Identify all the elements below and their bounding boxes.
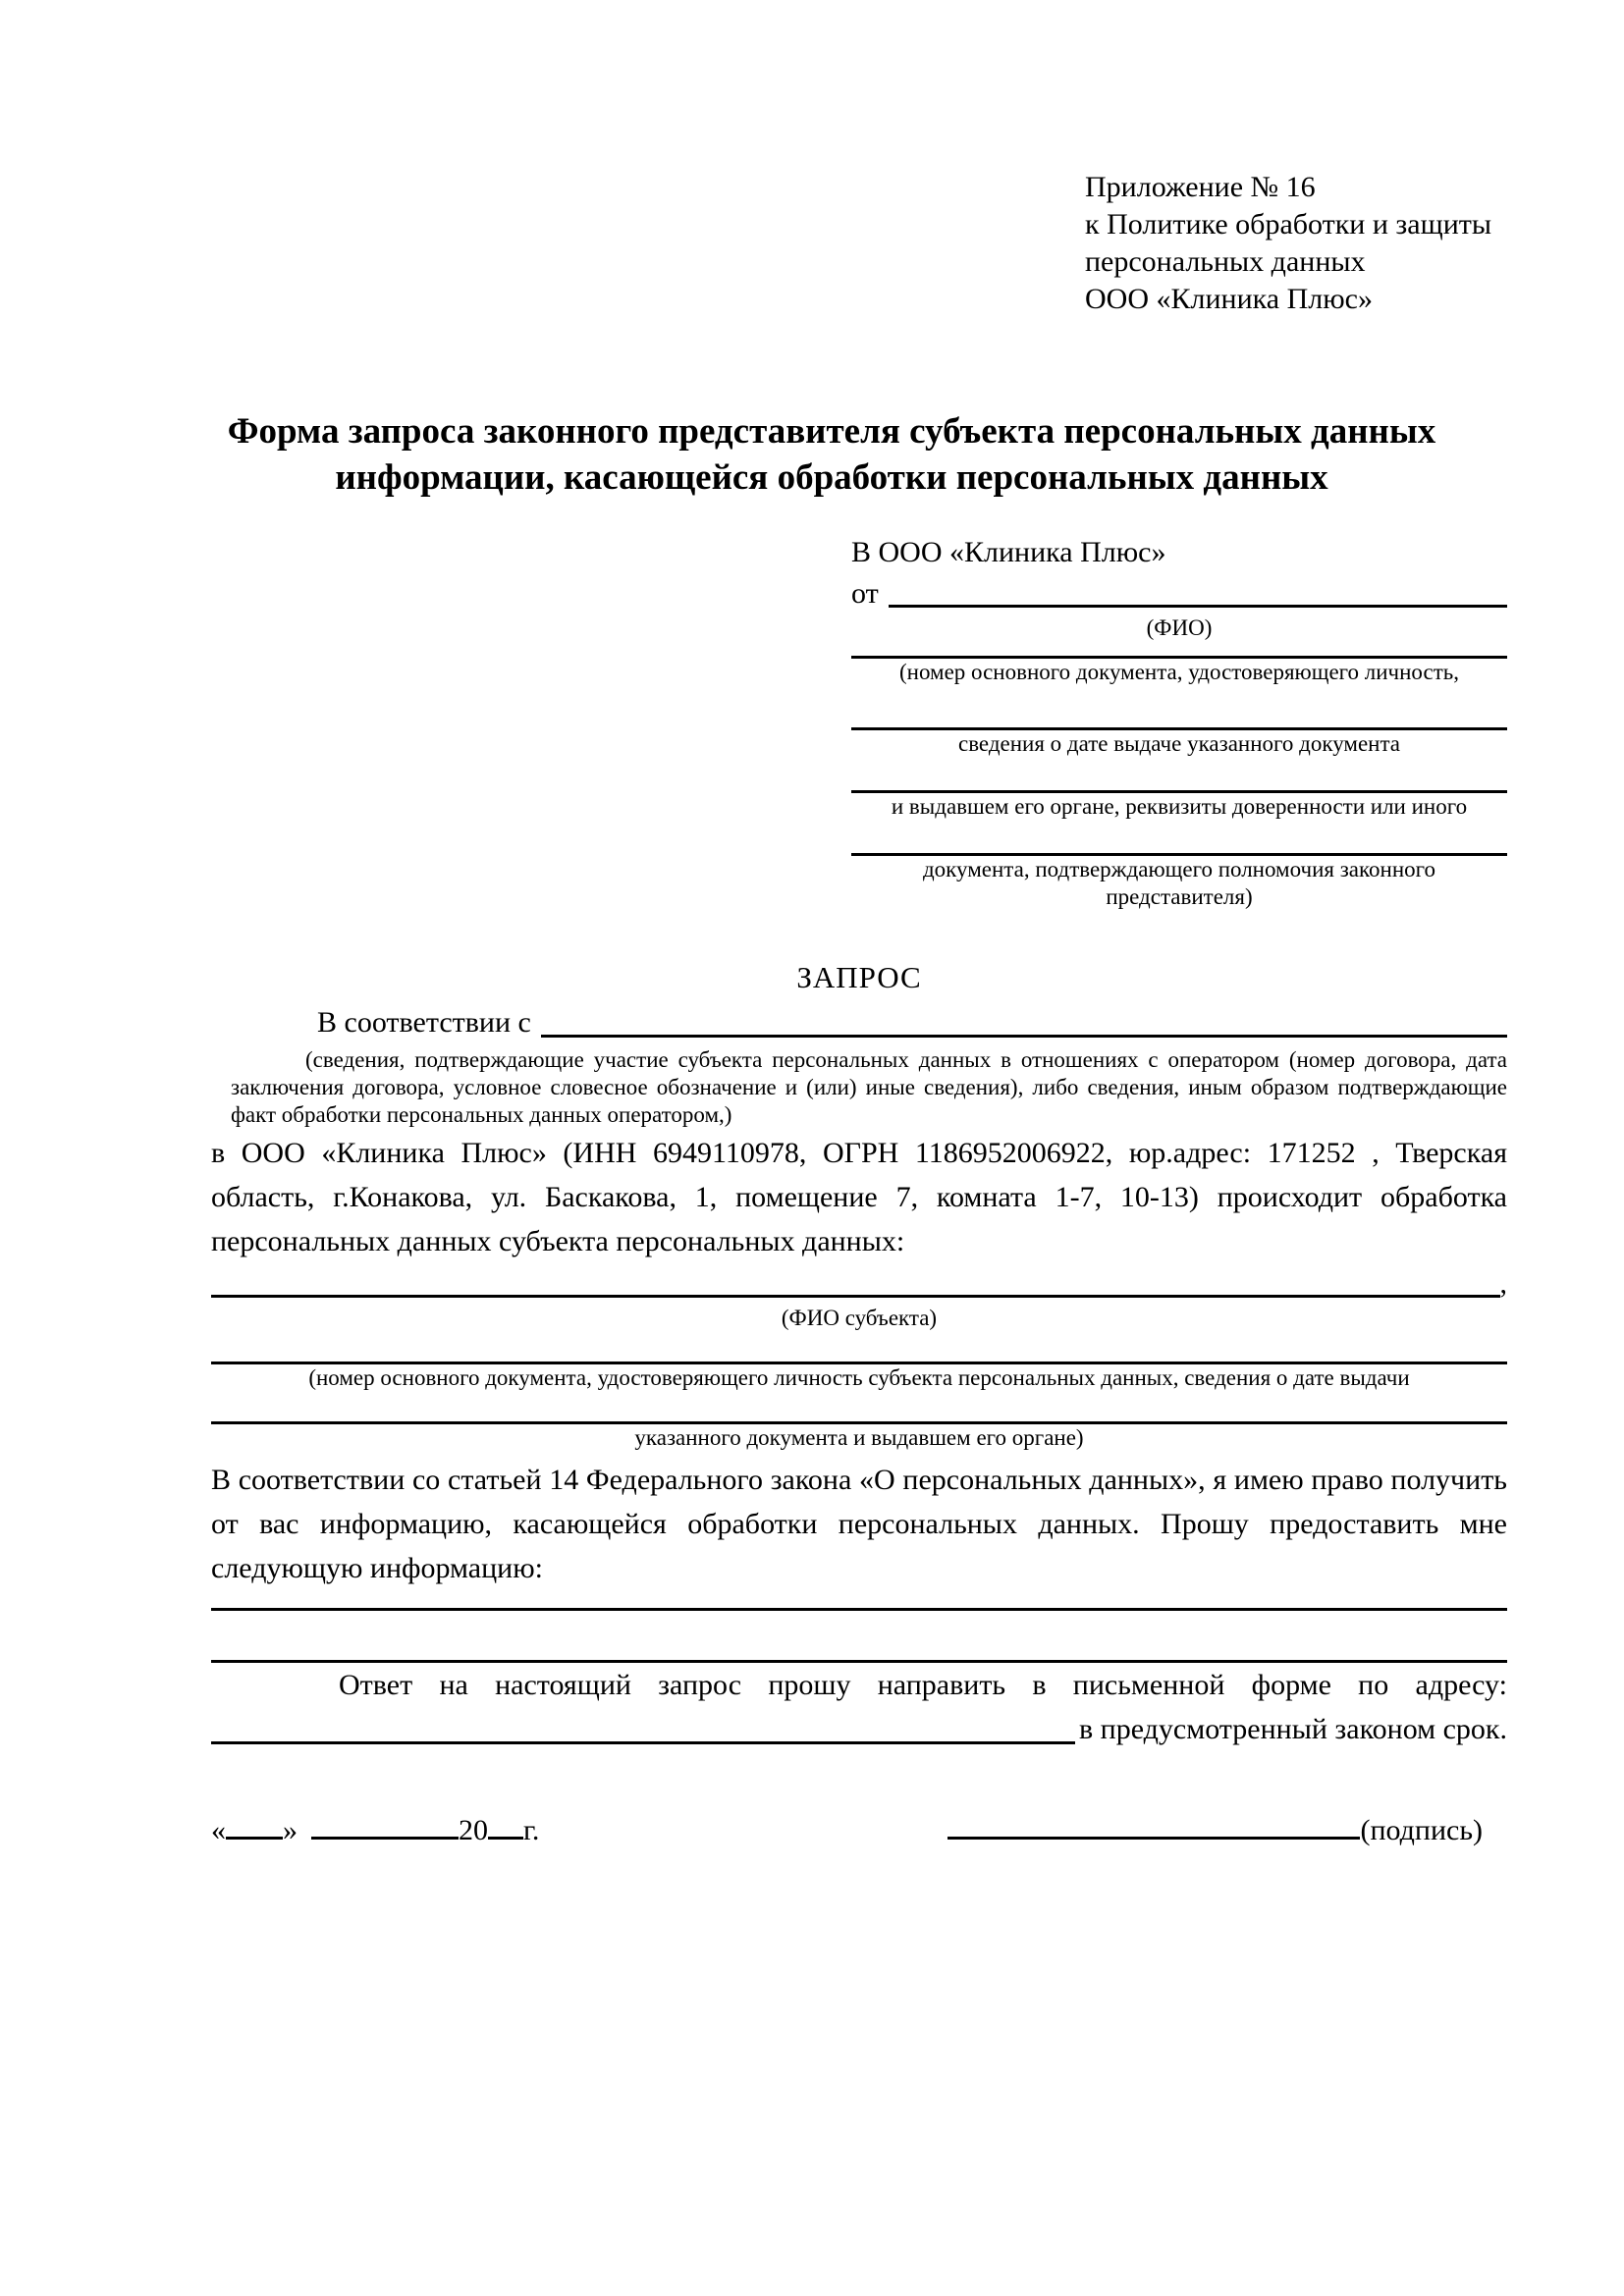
document-title-line2: информации, касающейся обработки персональных данных: [335, 457, 1328, 498]
request-heading: ЗАПРОС: [796, 960, 922, 994]
issuing-authority-blank-line: [851, 758, 1507, 793]
issue-date-caption: сведения о дате выдаче указанного документа: [957, 731, 1401, 756]
document-number-blank-line: [851, 642, 1507, 659]
reply-term-text: в предусмотренный законом срок.: [1079, 1713, 1507, 1745]
accordance-line: [211, 1001, 1507, 1044]
date-month-blank: [311, 1837, 459, 1840]
accordance-blank-line: [541, 1035, 1507, 1038]
signature-blank-line: [947, 1837, 1360, 1840]
subject-document-caption: (номер основного документа, удостоверяющего личность субъекта персональных данных, сведения о дате выдачи: [308, 1365, 1410, 1390]
subject-document-issuer-blank-line: [211, 1392, 1507, 1424]
accordance-label: В соответствии с: [317, 1006, 531, 1039]
addressee-block: [851, 532, 1507, 911]
requested-info-blank-line-2: [211, 1611, 1507, 1663]
subject-document-issuer-caption: указанного документа и выдавшем его органе): [634, 1425, 1084, 1450]
representative-authority-blank-line: [851, 821, 1507, 856]
appendix-policy-line2: персональных данных: [1085, 245, 1366, 278]
date-day-blank: [226, 1837, 283, 1840]
document-title-line1: Форма запроса законного представителя субъекта персональных данных: [227, 411, 1436, 452]
issue-date-blank-line: [851, 686, 1507, 730]
signature-area: [947, 1810, 1483, 1851]
representative-authority-caption: документа, подтверждающего полномочия законного представителя): [922, 857, 1435, 909]
from-line: [851, 573, 1507, 614]
document-number-caption: (номер основного документа, удостоверяющего личность,: [898, 660, 1459, 684]
appendix-header: [1085, 169, 1507, 318]
signature-caption: (подпись): [1360, 1814, 1483, 1846]
appendix-number: Приложение № 16: [1085, 171, 1316, 203]
addressee-organization: В ООО «Клиника Плюс»: [851, 536, 1166, 568]
subject-fio-comma: ,: [1499, 1267, 1507, 1300]
subject-fio-blank-line: [211, 1295, 1500, 1298]
reply-address-blank-line: [211, 1741, 1075, 1744]
date-year-prefix: 20: [459, 1814, 488, 1846]
appendix-policy-line: к Политике обработки и защиты: [1085, 208, 1492, 240]
date-open-quote: «: [211, 1814, 226, 1846]
relationship-evidence-caption: (сведения, подтверждающие участие субъекта персональных данных в отношениях с оператором (номер договора, дата заключения договора, условное словесное обозначение и (или) иные сведения), либо сведения, иным образом подтверждающие факт обработки персональных данных оператором,): [231, 1047, 1507, 1127]
operator-paragraph: в ООО «Клиника Плюс» (ИНН 6949110978, ОГРН 1186952006922, юр.адрес: 171252 , Тверская область, г.Конакова, ул. Баскакова, 1, помещение 7, комната 1-7, 10-13) происходит обработка персональных данных субъекта персональных данных:: [211, 1137, 1507, 1257]
law-paragraph: В соответствии со статьей 14 Федерального закона «О персональных данных», я имею право получить от вас информацию, касающейся обработки персональных данных. Прошу предоставить мне следующую информацию:: [211, 1464, 1507, 1584]
reply-address-line: [211, 1707, 1507, 1751]
document-title: [156, 408, 1507, 501]
subject-fio-caption: (ФИО субъекта): [781, 1306, 938, 1330]
appendix-organization: ООО «Клиника Плюс»: [1085, 283, 1373, 315]
reply-address-sentence: Ответ на настоящий запрос прошу направить в письменной форме по адресу:: [339, 1669, 1507, 1701]
date-year-suffix: г.: [523, 1814, 540, 1846]
requested-info-blank-line-1: [211, 1590, 1507, 1611]
signature-row: [211, 1810, 1507, 1851]
from-label: от: [851, 577, 879, 610]
date-year-blank: [488, 1837, 523, 1840]
subject-document-blank-line: [211, 1332, 1507, 1364]
issuing-authority-caption: и выдавшем его органе, реквизиты доверенности или иного: [891, 794, 1468, 819]
fio-caption: (ФИО): [1146, 615, 1213, 640]
date-line: [211, 1810, 539, 1851]
date-close-quote: »: [283, 1814, 298, 1846]
from-blank-line: [889, 605, 1507, 608]
subject-fio-line: [211, 1263, 1507, 1305]
